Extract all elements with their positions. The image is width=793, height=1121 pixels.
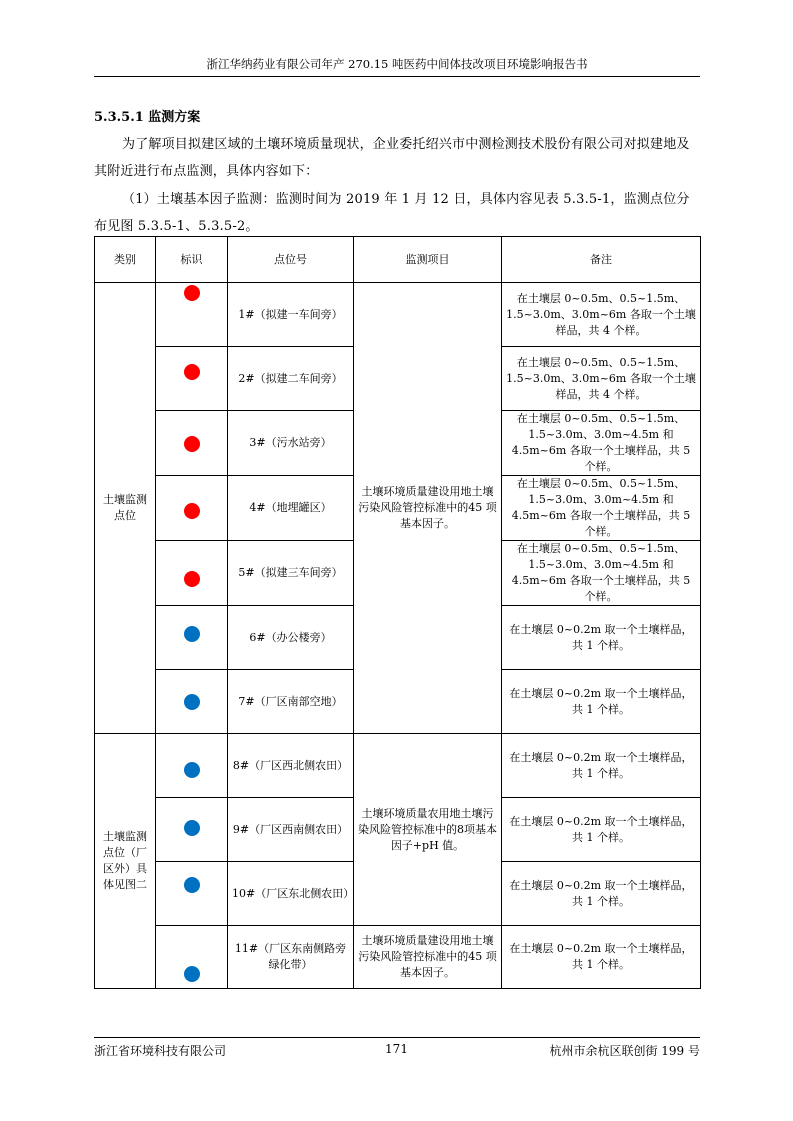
monitoring-table — [94, 236, 701, 989]
marker-cell — [156, 862, 228, 926]
point-cell: 5#（拟建三车间旁） — [228, 541, 354, 606]
blue-dot-icon — [184, 626, 200, 642]
monitoring-paragraph: （1）土壤基本因子监测：监测时间为 2019 年 1 月 12 日，具体内容见表 5.3.5-1，监测点位分布见图 5.3.5-1、5.3.5-2。 — [94, 192, 690, 234]
report-title: 浙江华纳药业有限公司年产 270.15 吨医药中间体技改项目环境影响报告书 — [206, 57, 588, 71]
note-cell: 在土壤层 0~0.2m 取一个土壤样品，共 1 个样。 — [502, 798, 701, 862]
blue-dot-icon — [184, 762, 200, 778]
point-cell: 9#（厂区西南侧农田） — [228, 798, 354, 862]
note-cell: 在土壤层 0~0.2m 取一个土壤样品，共 1 个样。 — [502, 670, 701, 734]
header-marker: 标识 — [156, 237, 228, 283]
marker-cell — [156, 798, 228, 862]
project-cell: 土壤环境质量建设用地土壤污染风险管控标准中的45 项基本因子。 — [354, 926, 502, 989]
point-cell: 2#（拟建二车间旁） — [228, 347, 354, 411]
red-dot-icon — [184, 364, 200, 380]
category-cell: 土壤监测点位 — [95, 283, 156, 734]
marker-cell — [156, 670, 228, 734]
project-cell: 土壤环境质量农用地土壤污染风险管控标准中的8项基本因子+pH 值。 — [354, 734, 502, 926]
blue-dot-icon — [184, 820, 200, 836]
table-header-row — [95, 237, 701, 283]
page-number: 171 — [385, 1042, 408, 1056]
point-cell: 1#（拟建一车间旁） — [228, 283, 354, 347]
intro-paragraph: 为了解项目拟建区域的土壤环境质量现状，企业委托绍兴市中测检测技术股份有限公司对拟建地及其附近进行布点监测，具体内容如下： — [94, 137, 690, 179]
header-note: 备注 — [502, 237, 701, 283]
note-cell: 在土壤层 0~0.2m 取一个土壤样品，共 1 个样。 — [502, 862, 701, 926]
header-point: 点位号 — [228, 237, 354, 283]
point-cell: 10#（厂区东北侧农田） — [228, 862, 354, 926]
header-category: 类别 — [95, 237, 156, 283]
marker-cell — [156, 606, 228, 670]
note-cell: 在土壤层 0~0.5m、0.5~1.5m、1.5~3.0m、3.0m~6m 各取一个土壤样品，共 4 个样。 — [502, 347, 701, 411]
note-cell: 在土壤层 0~0.5m、0.5~1.5m、1.5~3.0m、3.0m~6m 各取一个土壤样品，共 4 个样。 — [502, 283, 701, 347]
section-title: 5.3.5.1 监测方案 — [94, 110, 201, 125]
red-dot-icon — [184, 436, 200, 452]
point-cell: 11#（厂区东南侧路旁绿化带） — [228, 926, 354, 989]
project-cell: 土壤环境质量建设用地土壤污染风险管控标准中的45 项基本因子。 — [354, 283, 502, 734]
marker-cell — [156, 283, 228, 347]
note-cell: 在土壤层 0~0.5m、0.5~1.5m、1.5~3.0m、3.0m~4.5m 和 4.5m~6m 各取一个土壤样品，共 5 个样。 — [502, 411, 701, 476]
marker-cell — [156, 411, 228, 476]
table-row — [95, 283, 701, 347]
point-cell: 8#（厂区西北侧农田） — [228, 734, 354, 798]
category-cell: 土壤监测点位（厂区外）具体见图二 — [95, 734, 156, 989]
red-dot-icon — [184, 285, 200, 301]
blue-dot-icon — [184, 877, 200, 893]
red-dot-icon — [184, 571, 200, 587]
table-row — [95, 926, 701, 989]
marker-cell — [156, 347, 228, 411]
marker-cell — [156, 476, 228, 541]
footer-divider — [94, 1037, 700, 1038]
footer-company: 浙江省环境科技有限公司 — [94, 1044, 227, 1058]
note-cell: 在土壤层 0~0.2m 取一个土壤样品，共 1 个样。 — [502, 734, 701, 798]
header-project: 监测项目 — [354, 237, 502, 283]
footer-address: 杭州市余杭区联创街 199 号 — [549, 1044, 700, 1058]
red-dot-icon — [184, 503, 200, 519]
blue-dot-icon — [184, 694, 200, 710]
point-cell: 7#（厂区南部空地） — [228, 670, 354, 734]
note-cell: 在土壤层 0~0.2m 取一个土壤样品，共 1 个样。 — [502, 926, 701, 989]
point-cell: 4#（地埋罐区） — [228, 476, 354, 541]
note-cell: 在土壤层 0~0.2m 取一个土壤样品，共 1 个样。 — [502, 606, 701, 670]
marker-cell — [156, 926, 228, 989]
point-cell: 3#（污水站旁） — [228, 411, 354, 476]
marker-cell — [156, 541, 228, 606]
blue-dot-icon — [184, 966, 200, 982]
note-cell: 在土壤层 0~0.5m、0.5~1.5m、1.5~3.0m、3.0m~4.5m 和 4.5m~6m 各取一个土壤样品，共 5 个样。 — [502, 541, 701, 606]
marker-cell — [156, 734, 228, 798]
table-row — [95, 734, 701, 798]
point-cell: 6#（办公楼旁） — [228, 606, 354, 670]
note-cell: 在土壤层 0~0.5m、0.5~1.5m、1.5~3.0m、3.0m~4.5m 和 4.5m~6m 各取一个土壤样品，共 5 个样。 — [502, 476, 701, 541]
page-header — [94, 54, 700, 77]
